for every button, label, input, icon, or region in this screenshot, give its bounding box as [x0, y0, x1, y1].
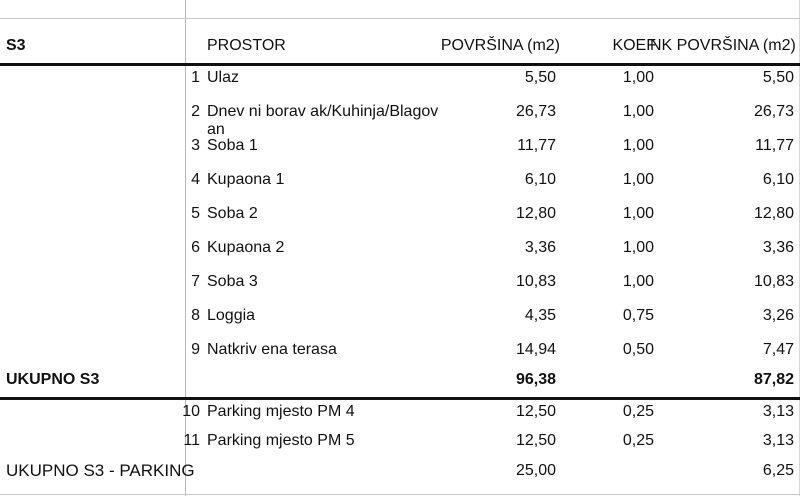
header-rule: [0, 63, 800, 66]
koef-value: 1,00: [622, 273, 654, 290]
nk-area-value: 26,73: [753, 103, 794, 120]
koef-value: 1,00: [622, 137, 654, 154]
area-value: 26,73: [515, 103, 556, 120]
area-value: 12,80: [515, 205, 556, 222]
table-row: [0, 432, 800, 450]
nk-area-value: 3,26: [762, 307, 794, 324]
row-index: 8: [191, 307, 200, 324]
area-value: 5,50: [524, 69, 556, 86]
table-row: [0, 205, 800, 223]
table-row: [0, 273, 800, 291]
col-header-prostor: PROSTOR: [207, 37, 286, 54]
koef-value: 0,25: [622, 403, 654, 420]
area-value: 4,35: [524, 307, 556, 324]
area-value: 6,10: [524, 171, 556, 188]
col-header-nk: NK POVRŠINA (m2): [650, 37, 796, 54]
row-index: 5: [191, 205, 200, 222]
area-value: 14,94: [515, 341, 556, 358]
room-name: Ulaz: [207, 69, 240, 86]
nk-area-value: 7,47: [762, 341, 794, 358]
table-row: [0, 69, 800, 87]
nk-area-value: 5,50: [762, 69, 794, 86]
table-row: [0, 403, 800, 421]
area-value: 12,50: [515, 403, 556, 420]
row-index: 10: [182, 403, 200, 420]
koef-value: 1,00: [622, 171, 654, 188]
parking-total-nk: 6,25: [762, 462, 794, 479]
area-value: 12,50: [515, 432, 556, 449]
total-nk: 87,82: [753, 371, 794, 388]
area-value: 11,77: [517, 137, 556, 154]
row-index: 4: [191, 171, 200, 188]
row-index: 3: [191, 137, 200, 154]
area-value: 10,83: [515, 273, 556, 290]
row-index: 2: [191, 103, 200, 120]
header-top-rule: [0, 18, 800, 19]
table-row: [0, 307, 800, 325]
room-name: Kupaona 1: [207, 171, 285, 188]
koef-value: 0,75: [622, 307, 654, 324]
total-area: 96,38: [515, 371, 556, 388]
total-rule: [0, 397, 800, 400]
table-row: [0, 341, 800, 359]
table-row: [0, 239, 800, 257]
table-row: [0, 103, 800, 138]
col-header-povrsina: POVRŠINA (m2): [440, 37, 560, 54]
parking-total-area: 25,00: [515, 462, 556, 479]
room-name: Loggia: [207, 307, 256, 324]
row-index: 1: [191, 69, 200, 86]
room-name: Soba 1: [207, 137, 258, 154]
row-index: 9: [191, 341, 200, 358]
room-name: Dnev ni borav ak/Kuhinja/Blagov an: [207, 103, 439, 138]
room-name: Soba 2: [207, 205, 258, 222]
table-row: [0, 137, 800, 155]
area-value: 3,36: [524, 239, 556, 256]
nk-area-value: 12,80: [753, 205, 794, 222]
total-label: UKUPNO S3: [6, 371, 100, 388]
koef-value: 1,00: [622, 69, 654, 86]
koef-value: 0,50: [622, 341, 654, 358]
room-name: Natkriv ena terasa: [207, 341, 337, 358]
bottom-rule: [0, 494, 800, 495]
row-index: 6: [191, 239, 200, 256]
nk-area-value: 10,83: [753, 273, 794, 290]
nk-area-value: 3,36: [762, 239, 794, 256]
room-name: Parking mjesto PM 5: [207, 432, 355, 449]
room-name: Soba 3: [207, 273, 258, 290]
row-index: 7: [191, 273, 200, 290]
col-header-koef: KOEF: [612, 37, 656, 54]
nk-area-value: 3,13: [762, 432, 794, 449]
koef-value: 0,25: [622, 432, 654, 449]
room-name: Kupaona 2: [207, 239, 285, 256]
row-index: 11: [183, 432, 200, 449]
koef-value: 1,00: [622, 205, 654, 222]
parking-total-label: UKUPNO S3 - PARKING: [6, 461, 195, 480]
koef-value: 1,00: [622, 103, 654, 120]
koef-value: 1,00: [622, 239, 654, 256]
nk-area-value: 6,10: [762, 171, 794, 188]
nk-area-value: 3,13: [762, 403, 794, 420]
room-name: Parking mjesto PM 4: [207, 403, 355, 420]
nk-area-value: 11,77: [755, 137, 794, 154]
table-row: [0, 171, 800, 189]
unit-label: S3: [6, 37, 26, 54]
